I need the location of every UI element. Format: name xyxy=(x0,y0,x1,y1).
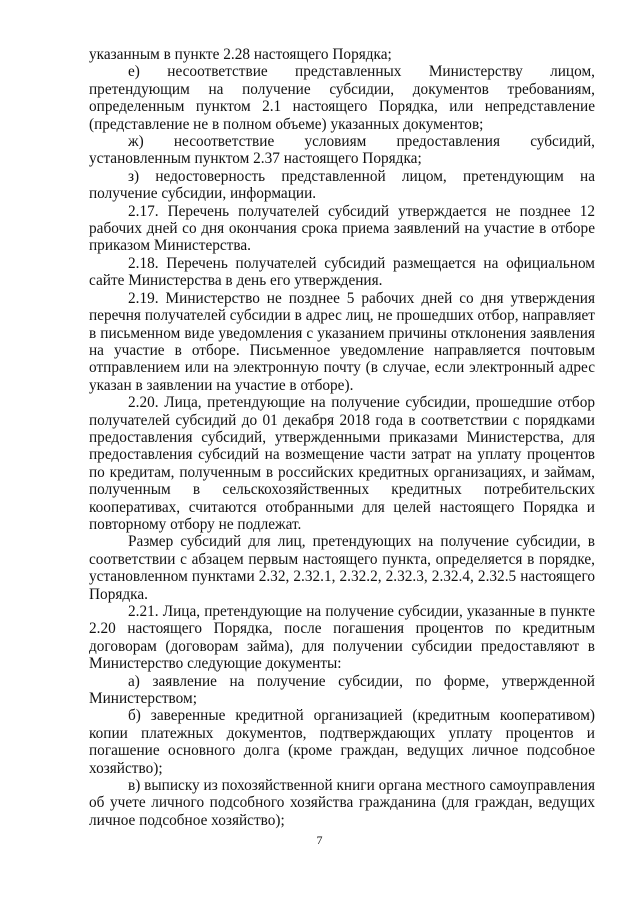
paragraph-item-zh: ж) несоответствие условиям предоставления субсидий, установленным пунктом 2.37 настоящего Порядка; xyxy=(89,133,595,168)
paragraph-2-18: 2.18. Перечень получателей субсидий размещается на официальном сайте Министерства в день его утверждения. xyxy=(89,254,595,290)
document-body xyxy=(89,46,595,829)
paragraph-2-19: 2.19. Министерство не позднее 5 рабочих дней со дня утверждения перечня получателей субсидии в адрес лиц, не прошедших отбор, направляет в письменном виде уведомления с указанием причины отклонения заявления на участие в отборе. Письменное уведомление направляется почтовым отправлением или на электронную почту (в случае, если электронный адрес указан в заявлении на участие в отборе). xyxy=(89,289,595,394)
paragraph-2-21: 2.21. Лица, претендующие на получение субсидии, указанные в пункте 2.20 настоящего Порядка, после погашения процентов по кредитным договорам (договорам займа), для получении субсидии предоставляют в Министерство следующие документы: xyxy=(89,603,595,673)
paragraph-item-b: б) заверенные кредитной организацией (кредитным кооперативом) копии платежных документов, подтверждающих уплату процентов и погашение основного долга (кроме граждан, ведущих личное подсобное хозяйство); xyxy=(89,707,595,777)
paragraph-2-20-subsidy-size: Размер субсидий для лиц, претендующих на получение субсидии, в соответствии с абзацем первым настоящего пункта, определяется в порядке, установленном пунктами 2.32, 2.32.1, 2.32.2, 2.32.3, 2.32.4, 2.32.5 настоящего Порядка. xyxy=(89,533,595,603)
paragraph-item-a: а) заявление на получение субсидии, по форме, утвержденной Министерством; xyxy=(89,672,595,708)
paragraph-item-v: в) выписку из похозяйственной книги органа местного самоуправления об учете личного подсобного хозяйства гражданина (для граждан, ведущих личное подсобное хозяйство); xyxy=(89,777,595,829)
paragraph-item-z: з) недостоверность представленной лицом, претендующим на получение субсидии, информации. xyxy=(89,167,595,203)
paragraph-continuation: указанным в пункте 2.28 настоящего Порядка; xyxy=(89,46,392,63)
paragraph-2-20: 2.20. Лица, претендующие на получение субсидии, прошедшие отбор получателей субсидий до 01 декабря 2018 года в соответствии с порядками предоставления субсидий, утвержденными приказами Министерства, для предоставления субсидий на возмещение части затрат на уплату процентов по кредитам, полученным в российских кредитных организациях, и займам, полученным в сельскохозяйственных кредитных потребительских кооперативах, считаются отобранными для целей настоящего Порядка и повторному отбору не подлежат. xyxy=(89,394,595,533)
page-number: 7 xyxy=(316,833,323,847)
paragraph-2-17: 2.17. Перечень получателей субсидий утверждается не позднее 12 рабочих дней со дня окончания срока приема заявлений на участие в отборе приказом Министерства. xyxy=(89,202,595,255)
paragraph-item-e: е) несоответствие представленных Министерству лицом, претендующим на получение субсидии, документов требованиям, определенным пунктом 2.1 настоящего Порядка, или непредставление (представление не в полном объеме) указанных документов; xyxy=(89,63,595,133)
